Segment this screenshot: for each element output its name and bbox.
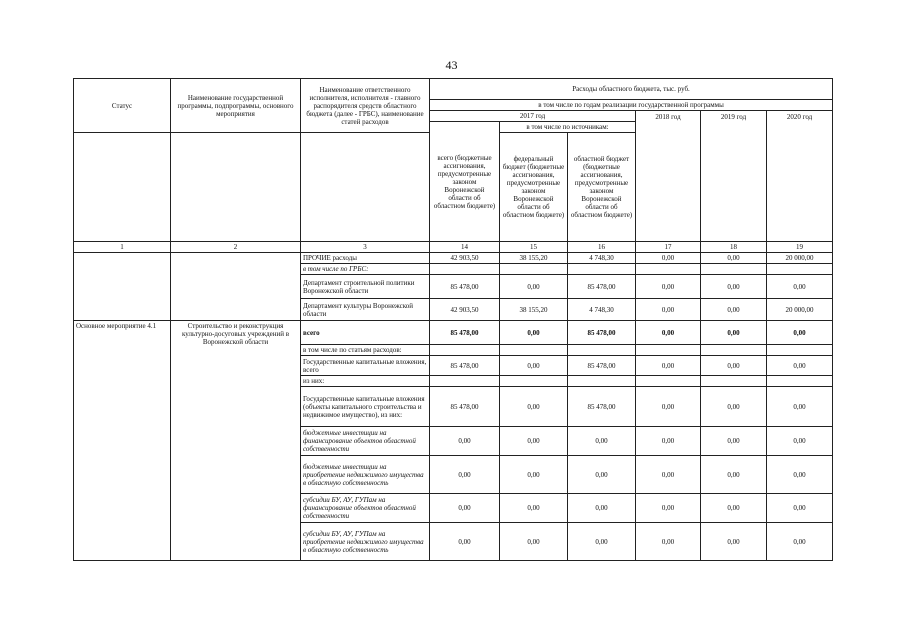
value-cell: [701, 376, 767, 387]
value-cell: 42 903,50: [430, 253, 500, 264]
header-year-2017: 2017 год: [430, 111, 636, 122]
value-cell: 0,00: [500, 356, 568, 376]
value-cell: 85 478,00: [568, 387, 636, 427]
value-cell: 0,00: [568, 523, 636, 561]
col-number: 16: [568, 242, 636, 253]
program-cell: Строительство и реконструкция культурно-досуговых учреждений в Воронежской области: [171, 321, 301, 561]
value-cell: [568, 376, 636, 387]
value-cell: 20 000,00: [767, 253, 833, 264]
value-cell: 0,00: [636, 387, 701, 427]
value-cell: 0,00: [500, 523, 568, 561]
value-cell: 0,00: [430, 494, 500, 523]
value-cell: 0,00: [767, 321, 833, 345]
row-name: бюджетные инвестиции на приобретение недвижимого имущества в областную собственность: [301, 456, 430, 494]
value-cell: 0,00: [568, 494, 636, 523]
value-cell: 0,00: [701, 356, 767, 376]
col-number: 14: [430, 242, 500, 253]
value-cell: 85 478,00: [430, 321, 500, 345]
value-cell: 85 478,00: [568, 275, 636, 299]
value-cell: [767, 264, 833, 275]
value-cell: [767, 376, 833, 387]
header-by-years: в том числе по годам реализации государственной программы: [430, 100, 833, 111]
value-cell: [701, 264, 767, 275]
col-number: 3: [301, 242, 430, 253]
value-cell: 0,00: [636, 494, 701, 523]
value-cell: 0,00: [767, 494, 833, 523]
value-cell: 0,00: [636, 299, 701, 321]
value-cell: 0,00: [430, 427, 500, 456]
column-number-row: [74, 242, 833, 253]
value-cell: 20 000,00: [767, 299, 833, 321]
value-cell: 85 478,00: [568, 356, 636, 376]
value-cell: 0,00: [767, 456, 833, 494]
program-cell: [171, 253, 301, 321]
value-cell: 0,00: [767, 275, 833, 299]
value-cell: 0,00: [701, 387, 767, 427]
value-cell: 4 748,30: [568, 299, 636, 321]
header-year-2020: 2020 год: [767, 111, 833, 242]
header-executor-cont: [301, 133, 430, 242]
row-name: в том числе по статьям расходов:: [301, 345, 430, 356]
value-cell: 0,00: [430, 523, 500, 561]
value-cell: 0,00: [636, 427, 701, 456]
row-name: Государственные капитальные вложения, всего: [301, 356, 430, 376]
row-name: бюджетные инвестиции на финансирование объектов областной собственности: [301, 427, 430, 456]
value-cell: [568, 264, 636, 275]
header-status-cont: [74, 133, 171, 242]
col-number: 18: [701, 242, 767, 253]
value-cell: 0,00: [701, 456, 767, 494]
header-federal: федеральный бюджет (бюджетные ассигнования, предусмотренные законом Воронежской области об областном бюджете): [500, 133, 568, 242]
header-regional: областной бюджет (бюджетные ассигнования, предусмотренные законом Воронежской области об областном бюджете): [568, 133, 636, 242]
header-program: Наименование государственной программы, подпрограммы, основного мероприятия: [171, 79, 301, 133]
col-number: 19: [767, 242, 833, 253]
status-cell: [74, 253, 171, 321]
value-cell: 0,00: [701, 523, 767, 561]
value-cell: 0,00: [701, 427, 767, 456]
value-cell: [568, 345, 636, 356]
value-cell: [500, 345, 568, 356]
value-cell: [636, 376, 701, 387]
value-cell: 0,00: [636, 356, 701, 376]
value-cell: 0,00: [568, 456, 636, 494]
value-cell: 0,00: [636, 321, 701, 345]
row-name: Департамент строительной политики Воронежской области: [301, 275, 430, 299]
header-total: всего (бюджетные ассигнования, предусмотренные законом Воронежской области об областном бюджете): [430, 122, 500, 242]
row-name: Департамент культуры Воронежской области: [301, 299, 430, 321]
value-cell: 85 478,00: [430, 387, 500, 427]
value-cell: 85 478,00: [430, 356, 500, 376]
value-cell: [500, 376, 568, 387]
value-cell: 0,00: [701, 299, 767, 321]
value-cell: [767, 345, 833, 356]
value-cell: 0,00: [636, 456, 701, 494]
value-cell: 38 155,20: [500, 253, 568, 264]
value-cell: 42 903,50: [430, 299, 500, 321]
col-number: 1: [74, 242, 171, 253]
row-name: всего: [301, 321, 430, 345]
value-cell: 0,00: [767, 356, 833, 376]
value-cell: [500, 264, 568, 275]
value-cell: 0,00: [636, 275, 701, 299]
value-cell: [636, 345, 701, 356]
col-number: 15: [500, 242, 568, 253]
page-number: 43: [445, 58, 458, 72]
row-name: Государственные капитальные вложения (объекты капитального строительства и недвижимое имущество), из них:: [301, 387, 430, 427]
value-cell: 0,00: [636, 523, 701, 561]
value-cell: 0,00: [500, 387, 568, 427]
col-number: 17: [636, 242, 701, 253]
row-name: субсидии БУ, АУ, ГУПам на приобретение недвижимого имущества в областную собственность: [301, 523, 430, 561]
header-executor: Наименование ответственного исполнителя, исполнителя - главного распорядителя средств областного бюджета (далее - ГРБС), наименование статей расходов: [301, 79, 430, 133]
value-cell: 0,00: [701, 253, 767, 264]
value-cell: 0,00: [636, 253, 701, 264]
value-cell: 0,00: [500, 275, 568, 299]
table-row: [74, 253, 833, 264]
row-name: ПРОЧИЕ расходы: [301, 253, 430, 264]
row-name: субсидии БУ, АУ, ГУПам на финансирование объектов областной собственности: [301, 494, 430, 523]
status-cell: Основное мероприятие 4.1: [74, 321, 171, 561]
header-year-2018: 2018 год: [636, 111, 701, 242]
value-cell: 85 478,00: [430, 275, 500, 299]
value-cell: 0,00: [500, 456, 568, 494]
row-name: из них:: [301, 376, 430, 387]
header-by-sources: в том числе по источникам:: [500, 122, 636, 133]
value-cell: 0,00: [500, 494, 568, 523]
col-number: 2: [171, 242, 301, 253]
header-program-cont: [171, 133, 301, 242]
value-cell: [430, 376, 500, 387]
value-cell: [430, 264, 500, 275]
value-cell: [636, 264, 701, 275]
value-cell: 0,00: [500, 427, 568, 456]
value-cell: 0,00: [430, 456, 500, 494]
value-cell: 0,00: [767, 427, 833, 456]
value-cell: 0,00: [767, 387, 833, 427]
row-name: в том числе по ГРБС:: [301, 264, 430, 275]
header-year-2019: 2019 год: [701, 111, 767, 242]
value-cell: 0,00: [767, 523, 833, 561]
value-cell: 0,00: [568, 427, 636, 456]
value-cell: 0,00: [500, 321, 568, 345]
value-cell: 85 478,00: [568, 321, 636, 345]
value-cell: [430, 345, 500, 356]
value-cell: [701, 345, 767, 356]
value-cell: 0,00: [701, 321, 767, 345]
header-status: Статус: [74, 79, 171, 133]
value-cell: 38 155,20: [500, 299, 568, 321]
budget-table: [73, 78, 833, 561]
table-row: [74, 321, 833, 345]
value-cell: 0,00: [701, 494, 767, 523]
header-budget-title: Расходы областного бюджета, тыс. руб.: [430, 79, 833, 100]
value-cell: 0,00: [701, 275, 767, 299]
value-cell: 4 748,30: [568, 253, 636, 264]
